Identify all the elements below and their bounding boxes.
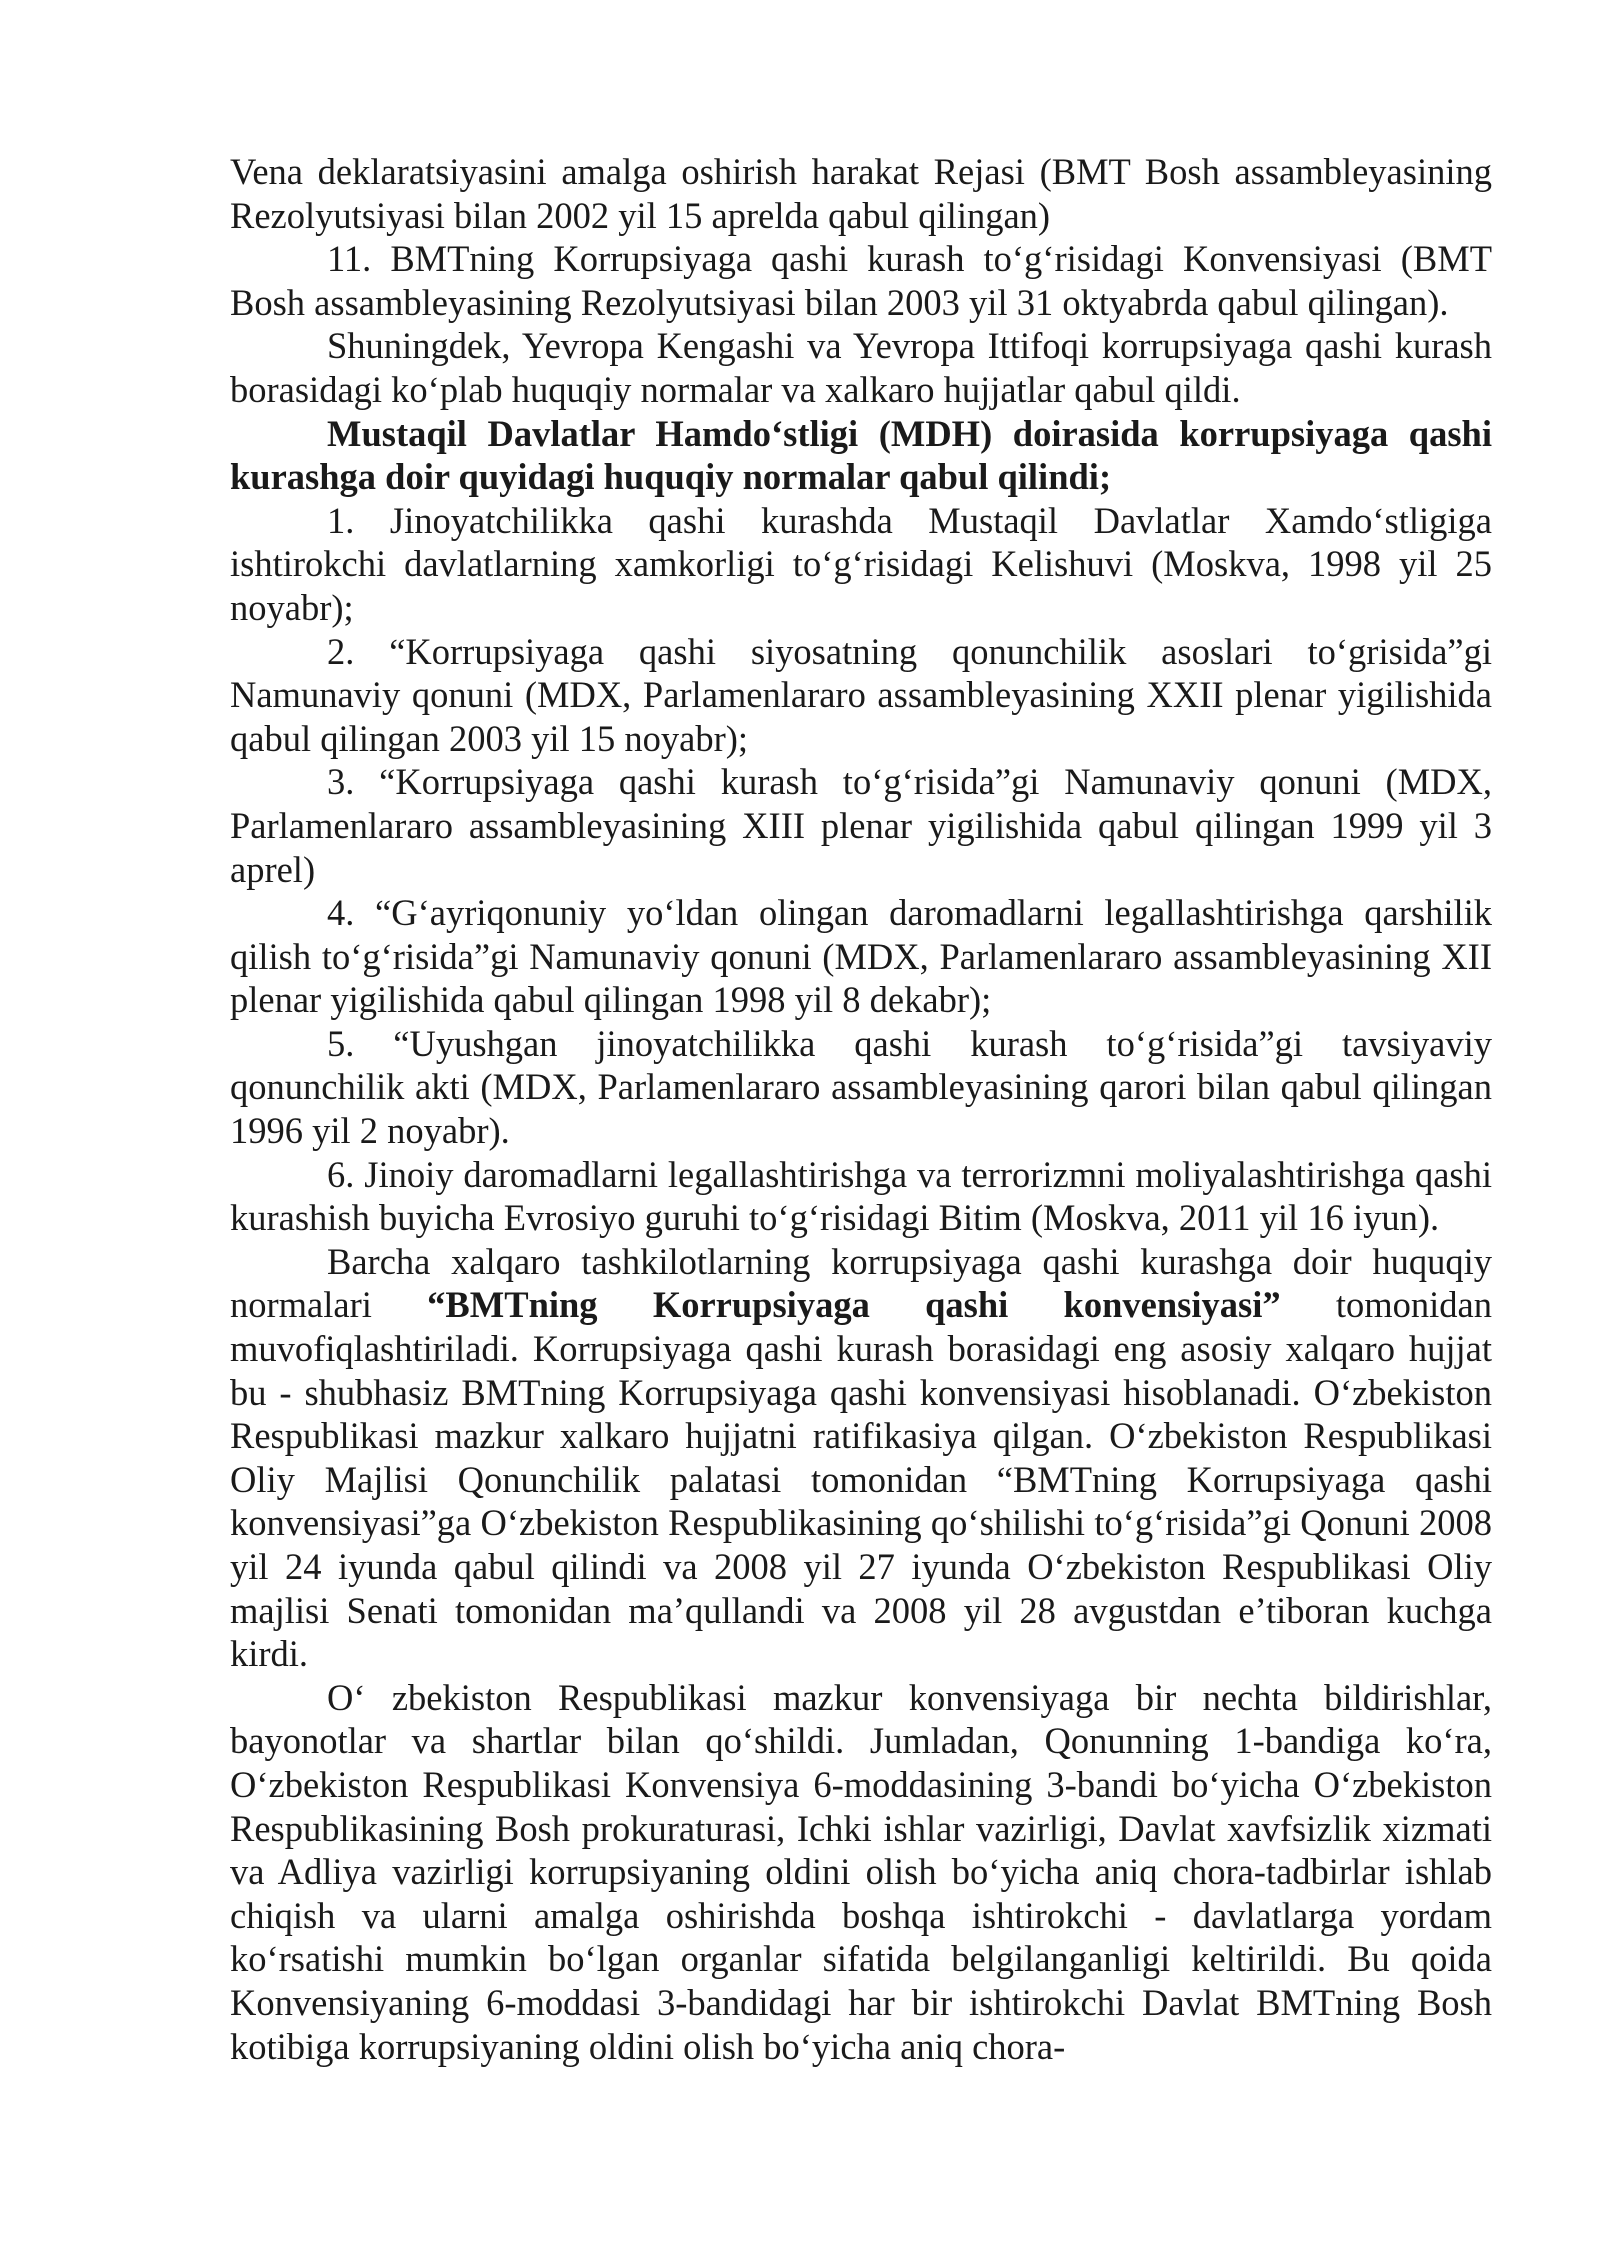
paragraph-cis-item-3: 3. “Korrupsiyaga qashi kurash to‘g‘risida”gi Namunaviy qonuni (MDX, Parlamenlararo assambleyasining XIII plenar yigilishida qabul qilingan 1999 yil 3 aprel) <box>230 761 1492 890</box>
paragraph-cis-item-2: 2. “Korrupsiyaga qashi siyosatning qonunchilik asoslari to‘grisida”gi Namunaviy qonuni (MDX, Parlamenlararo assambleyasining XXII plenar yigilishida qabul qilingan 2003 yil 15 noyabr); <box>230 630 1492 759</box>
paragraph-cis-item-6: 6. Jinoiy daromadlarni legallashtirishga va terrorizmni moliyalashtirishga qashi kurashish buyicha Evrosiyo guruhi to‘g‘risidagi Bitim (Moskva, 2011 yil 16 iyun). <box>230 1153 1492 1239</box>
document-page <box>230 150 1492 2068</box>
convention-title-bold: “BMTning Korrupsiyaga qashi konvensiyasi” <box>427 1284 1281 1326</box>
paragraph-un-convention-coordination <box>230 1240 1492 1676</box>
paragraph-vienna-action-plan: Vena deklaratsiyasini amalga oshirish harakat Rejasi (BMT Bosh assambleyasining Rezolyutsiyasi bilan 2002 yil 15 aprelda qabul qilingan) <box>230 151 1492 236</box>
paragraph-cis-item-5: 5. “Uyushgan jinoyatchilikka qashi kurash to‘g‘risida”gi tavsiyaviy qonunchilik akti (MDX, Parlamenlararo assambleyasining qarori bilan qabul qilingan 1996 yil 2 noyabr). <box>230 1022 1492 1152</box>
paragraph-item-11-un-convention: 11. BMTning Korrupsiyaga qashi kurash to‘g‘risidagi Konvensiyasi (BMT Bosh assambleyasining Rezolyutsiyasi bilan 2003 yil 31 oktyabrda qabul qilingan). <box>230 238 1492 323</box>
paragraph-text-part-1: Barcha xalqaro tashkilotlarning korrupsiyaga qashi kurashga doir huquqiy normalari <box>230 1240 1492 1326</box>
paragraph-cis-item-4: 4. “G‘ayriqonuniy yo‘ldan olingan daromadlarni legallashtirishga qarshilik qilish to‘g‘risida”gi Namunaviy qonuni (MDX, Parlamenlararo assambleyasining XII plenar yigilishida qabul qilingan 1998 yil 8 dekabr); <box>230 892 1492 1021</box>
paragraph-uzbekistan-reservations: O‘ zbekiston Respublikasi mazkur konvensiyaga bir nechta bildirishlar, bayonotlar va shartlar bilan qo‘shildi. Jumladan, Qonunning 1-bandiga ko‘ra, O‘zbekiston Respublikasi Konvensiya 6-moddasining 3-bandi bo‘yicha O‘zbekiston Respublikasining Bosh prokuraturasi, Ichki ishlar vazirligi, Davlat xavfsizlik xizmati va Adliya vazirligi korrupsiyaning oldini olish bo‘yicha aniq chora-tadbirlar ishlab chiqish va ularni amalga oshirishda boshqa ishtirokchi - davlatlarga yordam ko‘rsatishi mumkin bo‘lgan organlar sifatida belgilanganligi keltirildi. Bu qoida Konvensiyaning 6-moddasi 3-bandidagi har bir ishtirokchi Davlat BMTning Bosh kotibiga korrupsiyaning oldini olish bo‘yicha aniq chora- <box>230 1676 1492 2067</box>
paragraph-cis-item-1: 1. Jinoyatchilikka qashi kurashda Mustaqil Davlatlar Xamdo‘stligiga ishtirokchi davlatlarning xamkorligi to‘g‘risidagi Kelishuvi (Moskva, 1998 yil 25 noyabr); <box>230 499 1492 628</box>
paragraph-text-part-2: tomonidan muvofiqlashtiriladi. Korrupsiyaga qashi kurash borasidagi eng asosiy xalqaro hujjat bu - shubhasiz BMTning Korrupsiyaga qashi konvensiyasi hisoblanadi. O‘zbekiston Respublikasi mazkur xalkaro hujjatni ratifikasiya qilgan. O‘zbekiston Respublikasi Oliy Majlisi Qonunchilik palatasi tomonidan “BMTning Korrupsiyaga qashi konvensiyasi”ga O‘zbekiston Respublikasining qo‘shilishi to‘g‘risida”gi Qonuni 2008 yil 24 iyunda qabul qilindi va 2008 yil 27 iyunda O‘zbekiston Respublikasi Oliy majlisi Senati tomonidan ma’qullandi va 2008 yil 28 avgustdan e’tiboran kuchga kirdi. <box>230 1284 1493 1675</box>
paragraph-europe-norms: Shuningdek, Yevropa Kengashi va Yevropa Ittifoqi korrupsiyaga qashi kurash borasidagi ko‘plab huquqiy normalar va xalkaro hujjatlar qabul qildi. <box>230 325 1492 410</box>
paragraph-cis-heading: Mustaqil Davlatlar Hamdo‘stligi (MDH) doirasida korrupsiyaga qashi kurashga doir quyidagi huquqiy normalar qabul qilindi; <box>230 412 1492 498</box>
